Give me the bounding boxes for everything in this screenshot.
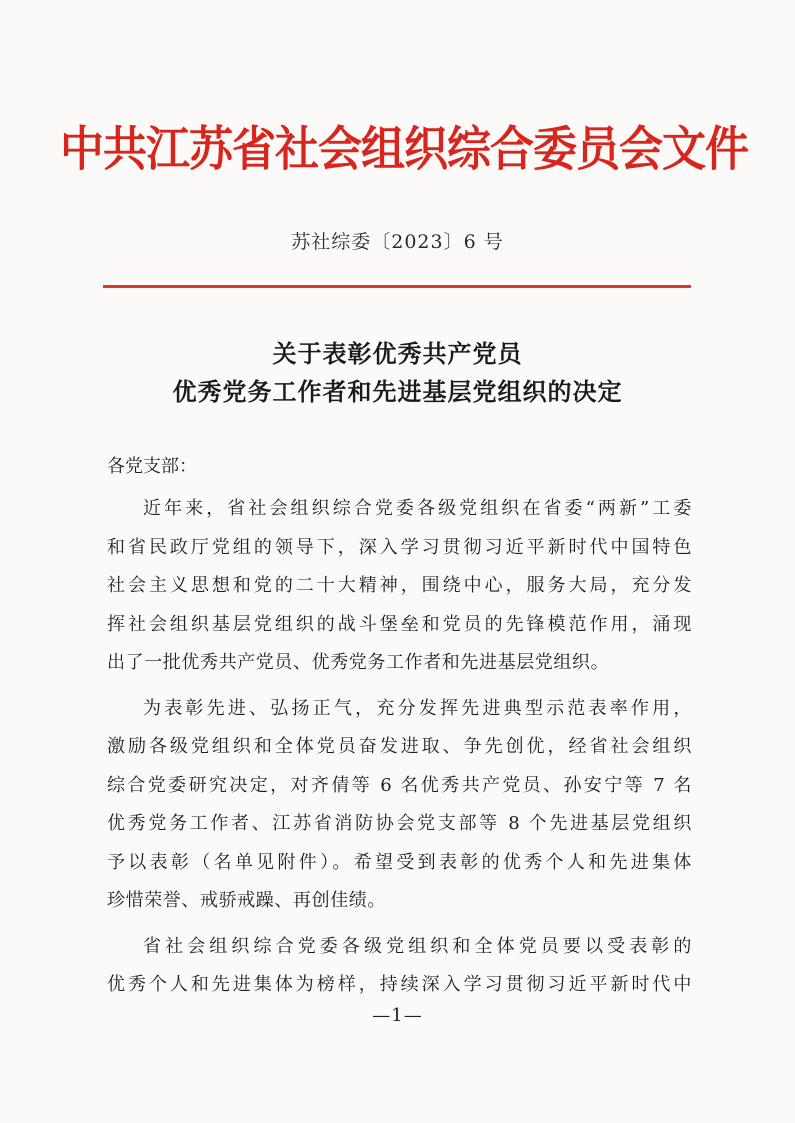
body-line: 出了一批优秀共产党员、优秀党务工作者和先进基层党组织。: [107, 652, 610, 673]
paragraph-1: [107, 490, 692, 683]
body-line: 近年来，省社会组织综合党委各级党组织在省委“两新”工委: [143, 498, 692, 519]
body-line: 优秀个人和先进集体为榜样，持续深入学习贯彻习近平新时代中: [107, 974, 692, 995]
paragraph-3: [107, 928, 692, 1005]
document-title: [0, 335, 795, 411]
body-line: 社会主义思想和党的二十大精神，围绕中心，服务大局，充分发: [107, 575, 692, 596]
body-line: 珍惜荣誉、戒骄戒躁、再创佳绩。: [107, 890, 386, 911]
body-line: 省社会组织综合党委各级党组织和全体党员要以受表彰的: [143, 935, 692, 957]
page-number: —1—: [372, 1005, 423, 1026]
body-line: 挥社会组织基层党组织的战斗堡垒和党员的先锋模范作用，涌现: [107, 613, 692, 635]
body-line: 激励各级党组织和全体党员奋发进取、争先创优，经省社会组织: [107, 736, 692, 757]
body-line: 为表彰先进、弘扬正气，充分发挥先进典型示范表率作用，: [143, 697, 692, 719]
body-line: 和省民政厅党组的领导下，深入学习贯彻习近平新时代中国特色: [107, 536, 692, 558]
body-line: 综合党委研究决定，对齐倩等 6 名优秀共产党员、孙安宁等 7 名: [107, 774, 692, 796]
salutation: 各党支部：: [107, 456, 197, 477]
document-body: [107, 490, 692, 1005]
paragraph-2: [107, 690, 692, 921]
document-number: 苏社综委〔2023〕6 号: [291, 231, 504, 253]
title-line-1: 关于表彰优秀共产党员: [272, 339, 523, 368]
title-line-2: 优秀党务工作者和先进基层党组织的决定: [172, 377, 623, 406]
red-divider-line: [103, 285, 691, 288]
body-line: 优秀党务工作者、江苏省消防协会党支部等 8 个先进基层党组织: [107, 813, 692, 834]
body-line: 予以表彰（名单见附件）。希望受到表彰的优秀个人和先进集体: [107, 851, 692, 873]
document-masthead: 中共江苏省社会组织综合委员会文件: [60, 122, 748, 178]
